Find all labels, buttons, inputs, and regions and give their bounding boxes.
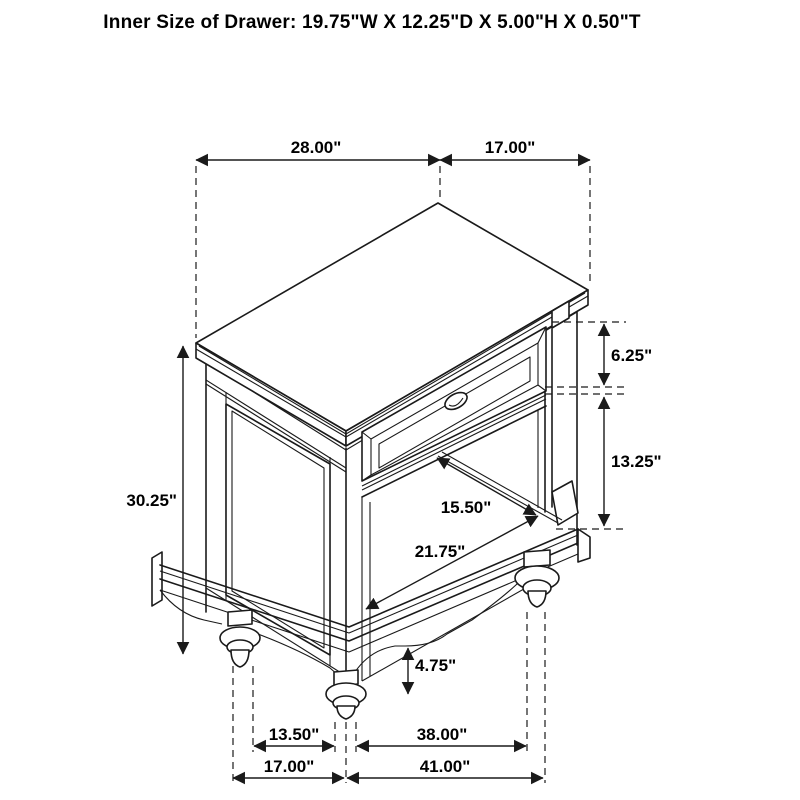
label-top-width: 28.00" bbox=[290, 138, 342, 157]
right-post bbox=[545, 301, 578, 525]
label-opening-depth: 15.50" bbox=[440, 498, 492, 517]
front-leg bbox=[326, 670, 366, 719]
label-base-depth: 17.00" bbox=[263, 757, 315, 776]
drawing-title: Inner Size of Drawer: 19.75"W X 12.25"D X 5.00"H X 0.50"T bbox=[103, 12, 641, 33]
label-opening-width: 21.75" bbox=[414, 542, 466, 561]
label-base-width: 41.00" bbox=[419, 757, 471, 776]
label-drawer-face-height: 6.25" bbox=[611, 346, 653, 365]
label-top-depth: 17.00" bbox=[484, 138, 536, 157]
label-overall-height: 30.25" bbox=[126, 491, 177, 510]
label-opening-height: 13.25" bbox=[611, 452, 662, 471]
label-front-leg-span: 38.00" bbox=[416, 725, 468, 744]
label-side-leg-span: 13.50" bbox=[268, 725, 320, 744]
nightstand-artwork bbox=[152, 203, 590, 719]
tabletop bbox=[196, 203, 588, 446]
label-leg-height: 4.75" bbox=[415, 656, 457, 675]
